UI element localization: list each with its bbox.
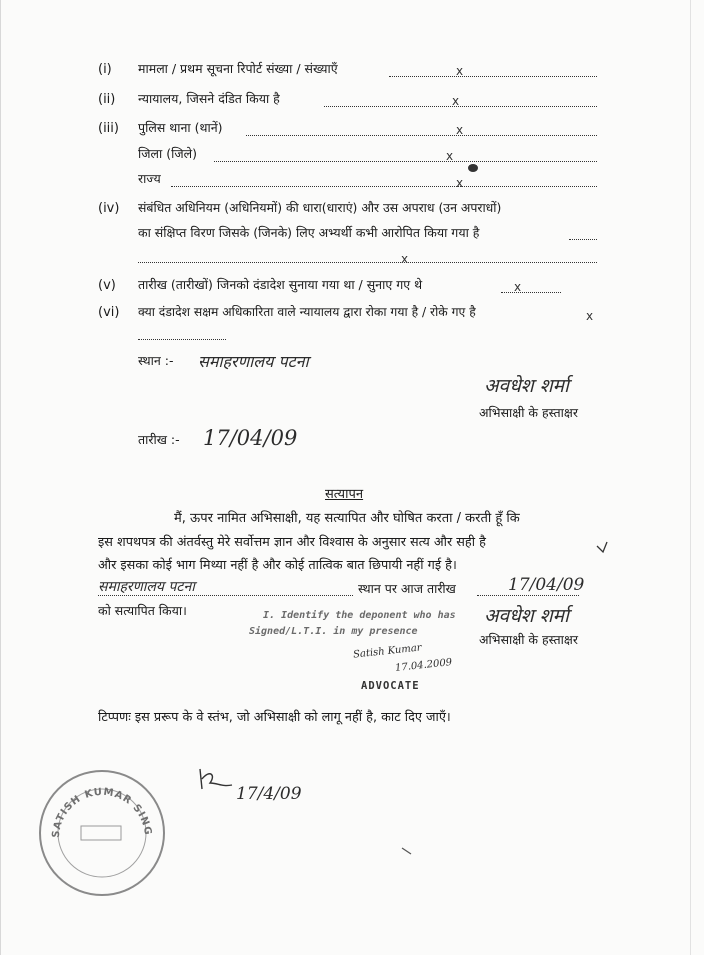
strike-mark: x — [514, 280, 522, 294]
item-label: पुलिस थाना (थानें) — [138, 120, 223, 135]
seal-text: SATISH KUMAR SINGH — [32, 760, 154, 839]
ink-mark — [401, 846, 415, 856]
identification-stamp-line: Signed/L.T.I. in my presence — [249, 626, 418, 637]
item-number: (iii) — [98, 121, 119, 136]
margin-check-mark — [595, 540, 609, 562]
item-number: (ii) — [98, 92, 116, 107]
place-label: स्थान :- — [138, 353, 174, 368]
item-label: संबंधित अधिनियम (अधिनियमों) की धारा(धाराएं) और उस अपराध (उन अपराधों) — [138, 200, 502, 215]
strike-mark: x — [456, 123, 464, 137]
verification-line: मैं, ऊपर नामित अभिसाक्षी, यह सत्यापित और घोषित करता / करती हूँ कि — [174, 511, 520, 526]
fill-line — [246, 135, 597, 136]
signature-caption: अभिसाक्षी के हस्ताक्षर — [479, 405, 578, 420]
advocate-stamp: ADVOCATE — [361, 680, 420, 692]
item-number: (i) — [98, 62, 112, 77]
verification-place: समाहरणालय पटना — [98, 579, 195, 595]
verification-heading: सत्यापन — [325, 487, 364, 502]
strike-mark: x — [401, 252, 409, 266]
strike-mark: x — [452, 94, 460, 108]
strike-mark: x — [446, 149, 454, 163]
item-number: (iv) — [98, 201, 120, 216]
strike-mark: x — [586, 309, 594, 323]
item-label: राज्य — [138, 171, 161, 186]
item-number: (vi) — [98, 305, 120, 320]
place-value: समाहरणालय पटना — [198, 352, 309, 371]
seal-signature-scribble — [196, 765, 236, 795]
scan-edge — [690, 0, 691, 955]
notary-seal — [32, 760, 167, 898]
fill-line — [324, 106, 597, 107]
advocate-sign-date: 17.04.2009 — [394, 657, 453, 674]
fill-line — [138, 262, 597, 263]
deponent-signature: अवधेश शर्मा — [484, 375, 569, 397]
fill-line — [501, 292, 561, 293]
identification-stamp-line: I. Identify the deponent who has — [263, 610, 456, 621]
date-value: 17/04/09 — [203, 426, 298, 450]
verification-place-text: स्थान पर आज तारीख — [358, 581, 456, 596]
fill-line — [98, 595, 353, 596]
date-label: तारीख :- — [138, 432, 180, 447]
fill-line — [477, 595, 579, 596]
verification-end: को सत्यापित किया। — [98, 603, 187, 618]
fill-line — [138, 339, 226, 340]
verification-signature: अवधेश शर्मा — [484, 605, 569, 627]
item-number: (v) — [98, 278, 116, 293]
seal-signature-date: 17/4/09 — [236, 784, 302, 804]
strike-mark: x — [456, 64, 464, 78]
fill-line — [569, 239, 597, 240]
item-label: तारीख (तारीखों) जिनको दंडादेश सुनाया गया था / सुनाए गए थे — [138, 277, 423, 292]
verification-date: 17/04/09 — [508, 575, 585, 595]
ink-blot — [467, 163, 479, 173]
advocate-signature: Satish Kumar — [352, 642, 423, 661]
fill-line — [214, 161, 597, 162]
verification-signature-caption: अभिसाक्षी के हस्ताक्षर — [479, 632, 578, 647]
fill-line — [171, 186, 597, 187]
footnote: टिप्पणः इस प्ररूप के वे स्तंभ, जो अभिसाक्षी को लागू नहीं है, काट दिए जाएँ। — [98, 710, 451, 725]
strike-mark: x — [456, 176, 464, 190]
item-label: का संक्षिप्त विरण जिसके (जिनके) लिए अभ्यर्थी कभी आरोपित किया गया है — [138, 225, 480, 240]
item-label: क्या दंडादेश सक्षम अधिकारिता वाले न्यायालय द्वारा रोका गया है / रोके गए है — [138, 305, 476, 319]
verification-line: इस शपथपत्र की अंतर्वस्तु मेरे सर्वोत्तम ज्ञान और विश्वास के अनुसार सत्य और सही है — [98, 535, 486, 550]
verification-line: और इसका कोई भाग मिथ्या नहीं है और कोई तात्विक बात छिपायी नहीं गई है। — [98, 558, 457, 573]
item-label: मामला / प्रथम सूचना रिपोर्ट संख्या / संख्याएँ — [138, 61, 338, 76]
item-label: न्यायालय, जिसने दंडित किया है — [138, 91, 280, 106]
fill-line — [389, 76, 597, 77]
item-label: जिला (जिले) — [138, 146, 197, 161]
